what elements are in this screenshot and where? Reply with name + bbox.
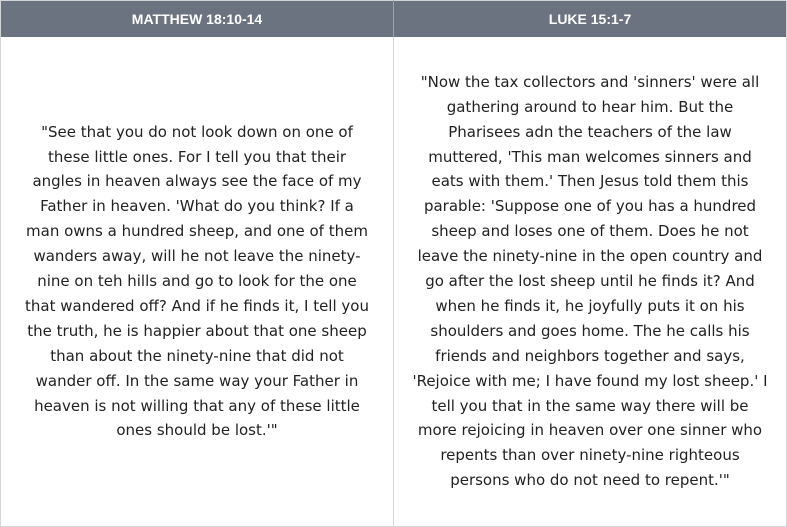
table-header (1, 1, 787, 38)
passage-matthew: "See that you do not look down on one of these little ones. For I tell you that their angles in heaven always see the face of my Father in heaven. 'What do you think? If a man owns a hundred sheep, and one of them wanders away, will he not leave the ninety-nine on teh hills and go to look for the one that wandered off? And if he finds it, I tell you the truth, he is happier about that one sheep than about the ninety-nine that did not wander off. In the same way your Father in heaven is not willing that any of these little ones should be lost.'" (25, 122, 369, 440)
table-row (1, 37, 787, 527)
column-heading-luke: LUKE 15:1-7 (394, 1, 787, 38)
header-row (1, 1, 787, 38)
passage-luke: "Now the tax collectors and 'sinners' were all gathering around to hear him. But the Pharisees adn the teachers of the law muttered, 'This man welcomes sinners and eats with them.' Then Jesus told them this parable: 'Suppose one of you has a hundred sheep and loses one of them. Does he not leave the ninety-nine in the open country and go after the lost sheep until he finds it? And when he finds it, he joyfully puts it on his shoulders and goes home. The he calls his friends and neighbors together and says, 'Rejoice with me; I have found my lost sheep.' I tell you that in the same way there will be more rejoicing in heaven over one sinner who repents than over ninety-nine righteous persons who do not need to repent.'" (394, 37, 787, 527)
table-body (1, 37, 787, 527)
column-heading-matthew: MATTHEW 18:10-14 (1, 1, 394, 38)
